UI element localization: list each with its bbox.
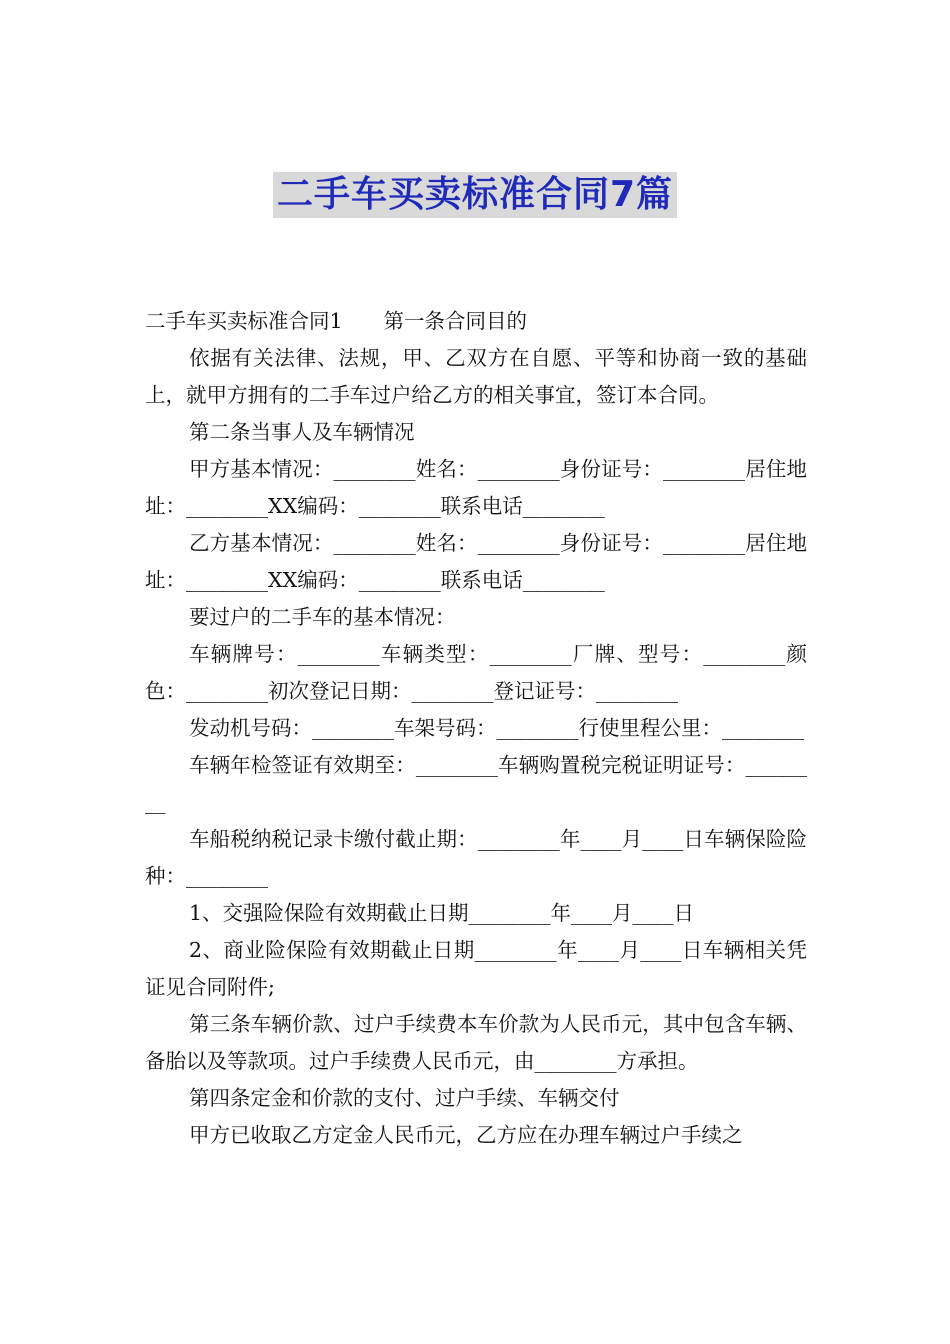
paragraph: 2、商业险保险有效期截止日期________年____月____日车辆相关凭证见合同附件; <box>145 938 807 999</box>
paragraph: 第三条车辆价款、过户手续费本车价款为人民币元，其中包含车辆、备胎以及等款项。过户手续费人民币元，由________方承担。 <box>145 1012 807 1073</box>
document-title: 二手车买卖标准合同7篇 <box>273 172 677 218</box>
paragraph: 要过户的二手车的基本情况： <box>189 605 456 629</box>
paragraph: 依据有关法律、法规，甲、乙双方在自愿、平等和协商一致的基础上，就甲方拥有的二手车过户给乙方的相关事宜，签订本合同。 <box>145 346 807 407</box>
paragraph: 第二条当事人及车辆情况 <box>189 420 415 444</box>
paragraph: 发动机号码：________车架号码：________行使里程公里：________ <box>189 716 804 740</box>
paragraph: 甲方基本情况：________姓名：________身份证号：________居住地址：________XX编码：________联系电话________ <box>145 457 807 518</box>
paragraph: 第四条定金和价款的支付、过户手续、车辆交付 <box>189 1086 620 1110</box>
paragraph: 车辆牌号：________车辆类型：________厂牌、型号：________颜色：________初次登记日期：________登记证号：________ <box>145 642 807 703</box>
paragraph: 乙方基本情况：________姓名：________身份证号：________居住地址：________XX编码：________联系电话________ <box>145 531 807 592</box>
paragraph: 甲方已收取乙方定金人民币元，乙方应在办理车辆过户手续之 <box>189 1123 743 1147</box>
document-body <box>145 303 807 1154</box>
paragraph: 车辆年检签证有效期至：________车辆购置税完税证明证号：________ <box>145 753 807 814</box>
paragraph: 车船税纳税记录卡缴付截止期：________年____月____日车辆保险险种：________ <box>145 827 807 888</box>
paragraph: 二手车买卖标准合同1 第一条合同目的 <box>145 309 528 333</box>
paragraph: 1、交强险保险有效期截止日期________年____月____日 <box>189 901 695 925</box>
title-container <box>0 172 950 218</box>
